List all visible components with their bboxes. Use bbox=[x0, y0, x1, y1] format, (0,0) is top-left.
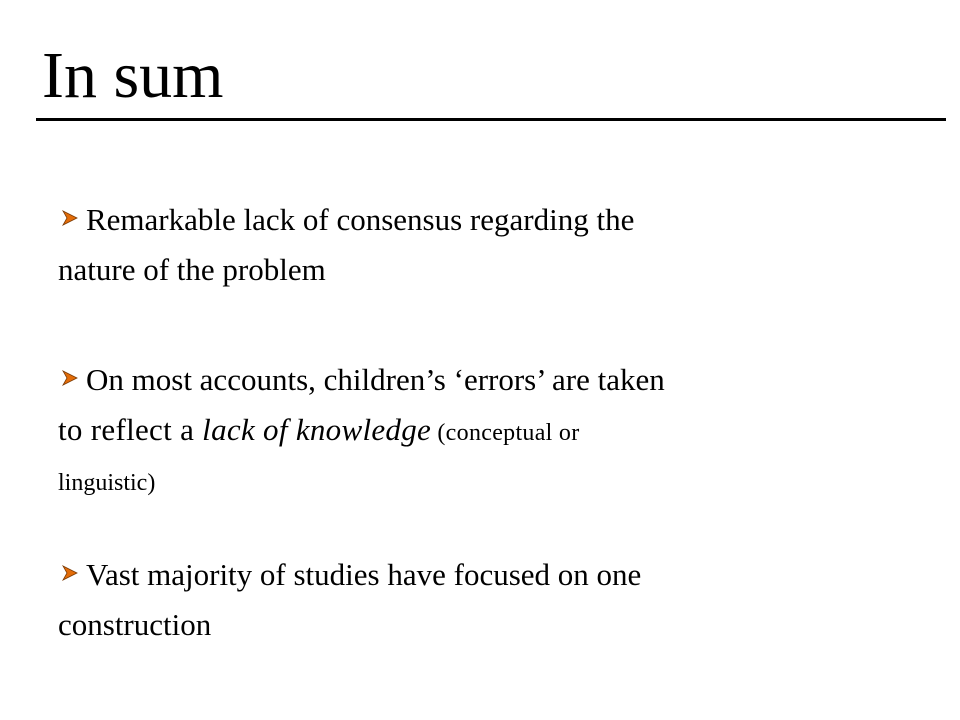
bullet-2-line-1 bbox=[58, 355, 918, 405]
bullet-2-emphasis: lack of knowledge bbox=[202, 412, 432, 447]
bullet-2-text-2-prefix: to reflect a bbox=[58, 412, 203, 447]
slide-title: In sum bbox=[42, 39, 224, 112]
title-divider bbox=[36, 118, 946, 121]
bullet-3-text-1: Vast majority of studies have focused on one bbox=[86, 557, 642, 592]
bullet-item-2 bbox=[58, 355, 918, 508]
bullet-item-3 bbox=[58, 550, 918, 650]
bullet-2-line-2 bbox=[58, 405, 918, 458]
bullet-2-text-1: On most accounts, children’s ‘errors’ are taken bbox=[86, 362, 665, 397]
bullet-1-line-2: nature of the problem bbox=[58, 252, 326, 287]
bullet-2-line-3: linguistic) bbox=[58, 470, 156, 496]
bullet-1-text-1: Remarkable lack of consensus regarding the bbox=[86, 202, 635, 237]
bullet-1-line-1 bbox=[58, 195, 918, 245]
bullet-3-line-1 bbox=[58, 550, 918, 600]
arrow-bullet-icon bbox=[58, 200, 86, 236]
bullet-2-text-2-small: (conceptual or bbox=[431, 420, 580, 446]
bullet-item-1 bbox=[58, 195, 918, 295]
arrow-bullet-icon bbox=[58, 555, 86, 591]
bullet-3-line-2: construction bbox=[58, 607, 212, 642]
arrow-bullet-icon bbox=[58, 360, 86, 396]
